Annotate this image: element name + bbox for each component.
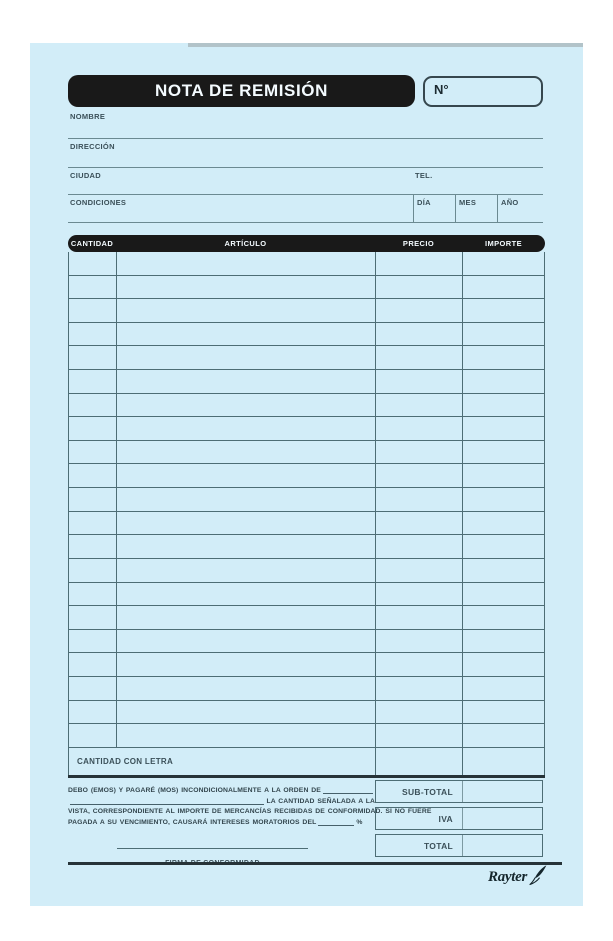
field-label-mes: MES [459, 198, 477, 207]
cell-precio [376, 417, 463, 440]
date-divider-2 [455, 194, 456, 222]
cell-precio [376, 653, 463, 676]
table-row [69, 488, 544, 512]
date-divider-1 [413, 194, 414, 222]
subtotal-label-cell [376, 781, 463, 802]
table-row [69, 559, 544, 583]
cell-cantidad [69, 252, 117, 275]
totals-section [375, 780, 543, 861]
field-line-nombre [68, 138, 543, 139]
cell-articulo [117, 583, 376, 606]
cell-articulo [117, 724, 376, 747]
legal-line-3: VISTA, CORRESPONDIENTE AL IMPORTE DE MERCANCÍAS RECIBIDAS DE CONFORMIDAD. SI NO FUERE [68, 808, 432, 816]
cell-articulo [117, 488, 376, 511]
iva-label-cell [376, 808, 463, 829]
cell-articulo [117, 464, 376, 487]
cell-precio [376, 724, 463, 747]
cell-cantidad [69, 653, 117, 676]
brand-name: Rayter [488, 869, 528, 885]
table-row [69, 701, 544, 725]
cell-importe [463, 653, 544, 676]
cell-precio [376, 630, 463, 653]
cell-cantidad [69, 559, 117, 582]
cell-importe [463, 701, 544, 724]
table-row [69, 276, 544, 300]
field-line-ciudad [68, 194, 543, 195]
cell-cantidad [69, 441, 117, 464]
cell-importe [463, 512, 544, 535]
table-row [69, 606, 544, 630]
table-row [69, 464, 544, 488]
field-label-dia: DÍA [417, 198, 431, 207]
cell-cantidad [69, 276, 117, 299]
form-paper [30, 43, 583, 906]
cell-cantidad [69, 512, 117, 535]
cell-cantidad [69, 299, 117, 322]
total-value-cell [463, 835, 542, 856]
cell-articulo [117, 677, 376, 700]
table-row [69, 724, 544, 748]
cell-cantidad [69, 464, 117, 487]
table-row [69, 299, 544, 323]
cell-precio [376, 394, 463, 417]
field-label-anio: AÑO [501, 198, 519, 207]
cell-cantidad [69, 394, 117, 417]
cell-precio [376, 464, 463, 487]
cell-articulo [117, 630, 376, 653]
cell-precio [376, 583, 463, 606]
field-label-condiciones: CONDICIONES [70, 198, 127, 207]
cell-precio [376, 252, 463, 275]
legal-line-1: DEBO (EMOS) Y PAGARÉ (MOS) INCONDICIONALMENTE A LA ORDEN DE [68, 786, 321, 794]
subtotal-label: SUB-TOTAL [401, 786, 453, 797]
cell-articulo [117, 299, 376, 322]
paper-top-edge [188, 43, 583, 47]
field-label-ciudad: CIUDAD [70, 171, 101, 180]
field-label-direccion: DIRECCIÓN [70, 142, 115, 151]
cell-cantidad [69, 583, 117, 606]
cell-articulo [117, 535, 376, 558]
table-row [69, 441, 544, 465]
items-table-body [68, 252, 545, 748]
cell-precio [376, 559, 463, 582]
legal-line-4: PAGADA A SU VENCIMIENTO, CAUSARÁ INTERESES MORATORIOS DEL [68, 819, 317, 827]
cell-cantidad [69, 701, 117, 724]
cell-cantidad [69, 535, 117, 558]
table-row [69, 370, 544, 394]
field-label-telefono: TEL. [415, 171, 433, 180]
cell-cantidad [69, 630, 117, 653]
brand-logo [488, 864, 548, 891]
cell-cantidad [69, 323, 117, 346]
iva-value-cell [463, 808, 542, 829]
cell-articulo [117, 441, 376, 464]
cell-importe [463, 417, 544, 440]
cell-importe [463, 559, 544, 582]
cell-articulo [117, 394, 376, 417]
field-line-condiciones [68, 222, 543, 223]
cell-precio [376, 535, 463, 558]
cell-articulo [117, 370, 376, 393]
cell-cantidad [69, 370, 117, 393]
legal-line-2: LA CANTIDAD SEÑALADA A LA [266, 797, 375, 805]
cell-articulo [117, 276, 376, 299]
table-row [69, 417, 544, 441]
table-row [69, 512, 544, 536]
cell-importe [463, 488, 544, 511]
date-divider-3 [497, 194, 498, 222]
column-header-importe: IMPORTE [485, 239, 522, 248]
cell-importe [463, 724, 544, 747]
legal-blank-1 [323, 787, 373, 794]
cell-importe [463, 370, 544, 393]
table-row [69, 630, 544, 654]
legal-blank-2 [70, 798, 264, 805]
cell-precio [376, 441, 463, 464]
amount-in-words-cell [69, 748, 376, 775]
cell-cantidad [69, 346, 117, 369]
cell-importe [463, 677, 544, 700]
cell-precio [376, 677, 463, 700]
cell-cantidad [69, 606, 117, 629]
table-bottom-rule [68, 775, 545, 778]
column-header-cantidad: CANTIDAD [70, 239, 114, 248]
total-label: TOTAL [423, 840, 453, 851]
cell-articulo [117, 323, 376, 346]
cell-importe [463, 394, 544, 417]
cell-articulo [117, 512, 376, 535]
field-line-direccion [68, 167, 543, 168]
folio-number-box [423, 76, 543, 107]
table-row [69, 653, 544, 677]
cell-articulo [117, 653, 376, 676]
cell-importe [463, 606, 544, 629]
cell-precio [376, 701, 463, 724]
cell-articulo [117, 701, 376, 724]
total-label-cell [376, 835, 463, 856]
subtotal-value-cell [463, 781, 542, 802]
cell-importe [463, 583, 544, 606]
table-row [69, 346, 544, 370]
cell-importe [463, 299, 544, 322]
form-title: NOTA DE REMISIÓN [155, 81, 328, 100]
cell-importe [463, 441, 544, 464]
cell-articulo [117, 606, 376, 629]
amount-in-words-row [68, 748, 545, 775]
cell-cantidad [69, 417, 117, 440]
column-header-precio: PRECIO [402, 239, 435, 248]
cell-articulo [117, 417, 376, 440]
amount-in-words-precio-cell [376, 748, 463, 775]
cell-precio [376, 323, 463, 346]
items-table-header [68, 235, 545, 252]
subtotal-box [375, 780, 543, 803]
cell-importe [463, 346, 544, 369]
cell-precio [376, 346, 463, 369]
cell-importe [463, 535, 544, 558]
cell-precio [376, 606, 463, 629]
cell-cantidad [69, 724, 117, 747]
cell-importe [463, 630, 544, 653]
table-row [69, 394, 544, 418]
iva-box [375, 807, 543, 830]
signature-area [117, 848, 308, 870]
legal-line-4-suffix: % [356, 819, 363, 827]
field-label-nombre: NOMBRE [70, 112, 106, 121]
cell-articulo [117, 346, 376, 369]
table-row [69, 323, 544, 347]
cell-precio [376, 370, 463, 393]
table-row [69, 252, 544, 276]
legal-blank-3 [318, 819, 354, 826]
table-row [69, 535, 544, 559]
column-header-articulo: ARTÍCULO [224, 239, 267, 248]
amount-in-words-label: CANTIDAD CON LETRA [77, 757, 174, 766]
cell-cantidad [69, 677, 117, 700]
form-title-bar [68, 75, 415, 107]
cell-importe [463, 323, 544, 346]
total-box [375, 834, 543, 857]
cell-precio [376, 299, 463, 322]
cell-importe [463, 252, 544, 275]
folio-number-label: N° [434, 82, 449, 97]
cell-importe [463, 276, 544, 299]
cell-precio [376, 512, 463, 535]
iva-label: IVA [438, 813, 453, 824]
quill-pen-icon [527, 863, 549, 891]
cell-articulo [117, 559, 376, 582]
cell-precio [376, 488, 463, 511]
amount-in-words-importe-cell [463, 748, 544, 775]
cell-cantidad [69, 488, 117, 511]
cell-importe [463, 464, 544, 487]
table-row [69, 677, 544, 701]
cell-articulo [117, 252, 376, 275]
cell-precio [376, 276, 463, 299]
table-row [69, 583, 544, 607]
